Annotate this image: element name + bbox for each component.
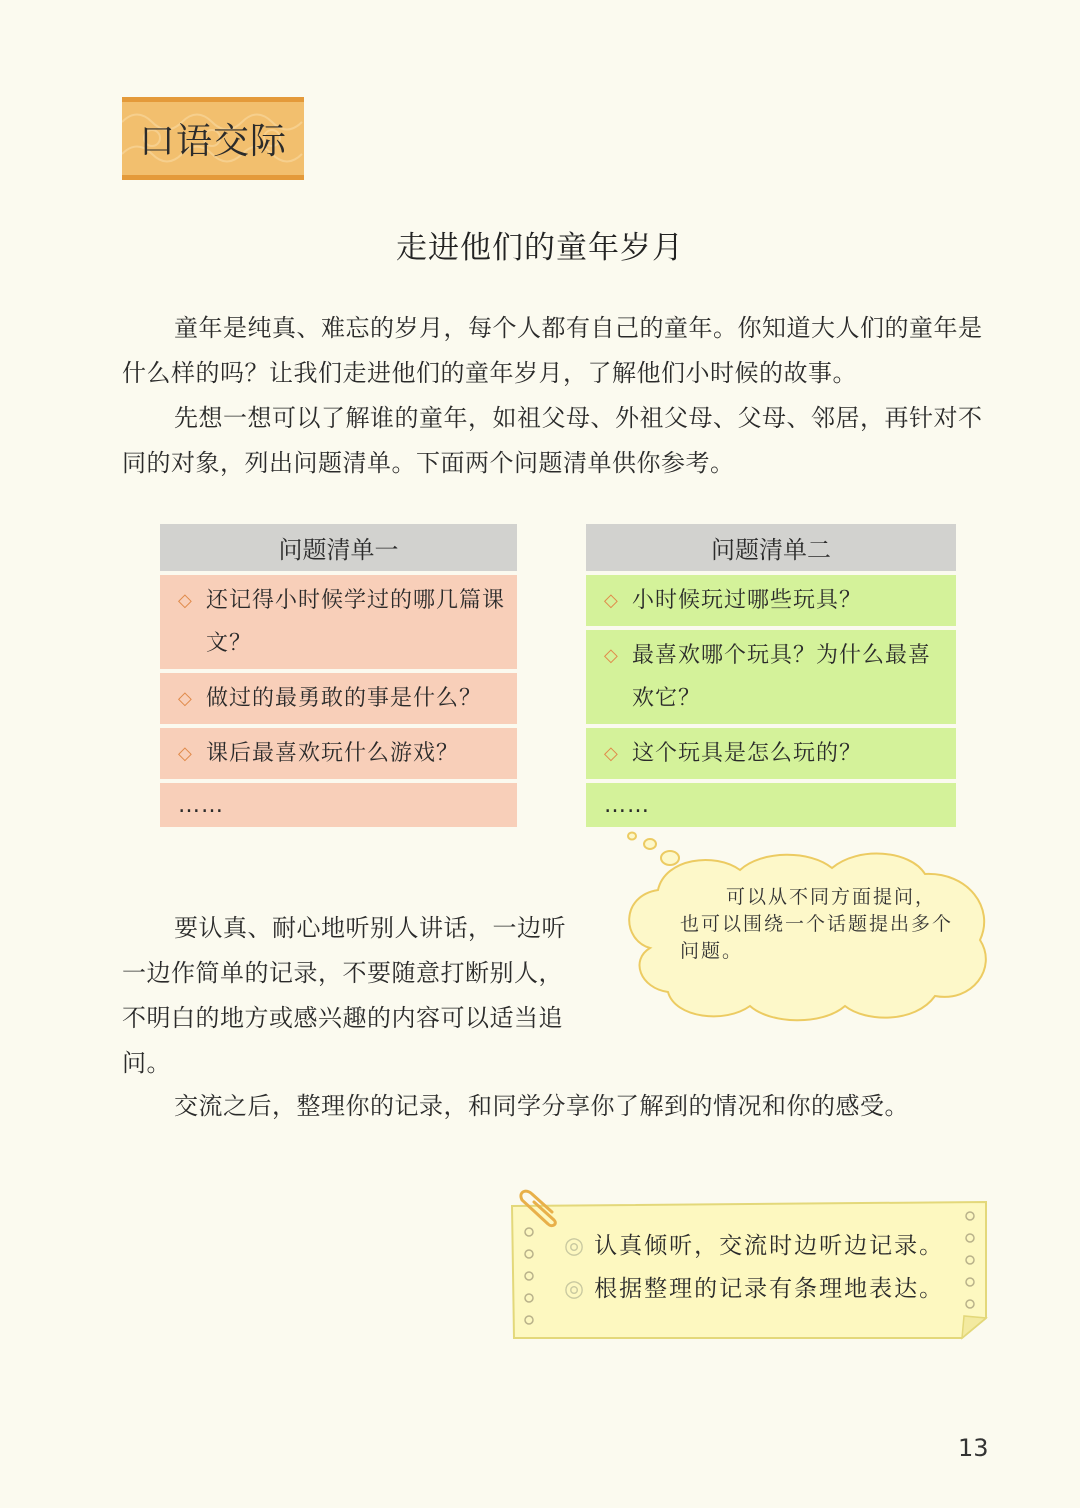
page-title: 走进他们的童年岁月	[396, 230, 684, 266]
section-banner-label: 口语交际	[138, 121, 287, 162]
question-list-1	[160, 524, 517, 827]
double-circle-icon: ◎	[564, 1233, 587, 1259]
section-banner	[122, 97, 304, 180]
diamond-bullet-icon: ◇	[178, 688, 193, 709]
question-list-2	[586, 524, 956, 827]
list-item: ◇ 这个玩具是怎么玩的？	[586, 728, 956, 779]
list-item: ◇ 课后最喜欢玩什么游戏？	[160, 728, 517, 779]
list-item: ◇ 做过的最勇敢的事是什么？	[160, 673, 517, 724]
note-item: ◎ 认真倾听，交流时边听边记录。	[564, 1233, 945, 1259]
list-item-ellipsis: ……	[160, 783, 517, 827]
diamond-bullet-icon: ◇	[604, 645, 619, 666]
diamond-bullet-icon: ◇	[604, 590, 619, 611]
note-card-items	[564, 1225, 944, 1311]
thought-bubble-text: 可以从不同方面提问， 也可以围绕一个话题提出多个问题。	[680, 886, 954, 962]
list-item: ◇ 最喜欢哪个玩具？为什么最喜欢它？	[586, 630, 956, 724]
list-item: ◇ 小时候玩过哪些玩具？	[586, 575, 956, 626]
list-item-ellipsis: ……	[586, 783, 956, 827]
intro-paragraph-1: 童年是纯真、难忘的岁月，每个人都有自己的童年。你知道大人们的童年是什么样的吗？让我们走进他们的童年岁月，了解他们小时候的故事。	[122, 314, 983, 387]
listening-paragraph: 要认真、耐心地听别人讲话，一边听一边作简单的记录，不要随意打断别人，不明白的地方或感兴趣的内容可以适当追问。	[122, 914, 566, 1077]
page-number: 13	[958, 1434, 989, 1462]
note-item: ◎ 根据整理的记录有条理地表达。	[564, 1276, 945, 1302]
diamond-bullet-icon: ◇	[178, 743, 193, 764]
double-circle-icon: ◎	[564, 1276, 587, 1302]
diamond-bullet-icon: ◇	[604, 743, 619, 764]
diamond-bullet-icon: ◇	[178, 590, 193, 611]
question-list-2-heading: 问题清单二	[586, 524, 956, 571]
intro-paragraph-2: 先想一想可以了解谁的童年，如祖父母、外祖父母、父母、邻居，再针对不同的对象，列出问题清单。下面两个问题清单供你参考。	[122, 404, 983, 477]
list-item: ◇ 还记得小时候学过的哪几篇课文？	[160, 575, 517, 669]
question-list-1-heading: 问题清单一	[160, 524, 517, 571]
sharing-paragraph: 交流之后，整理你的记录，和同学分享你了解到的情况和你的感受。	[174, 1092, 909, 1120]
